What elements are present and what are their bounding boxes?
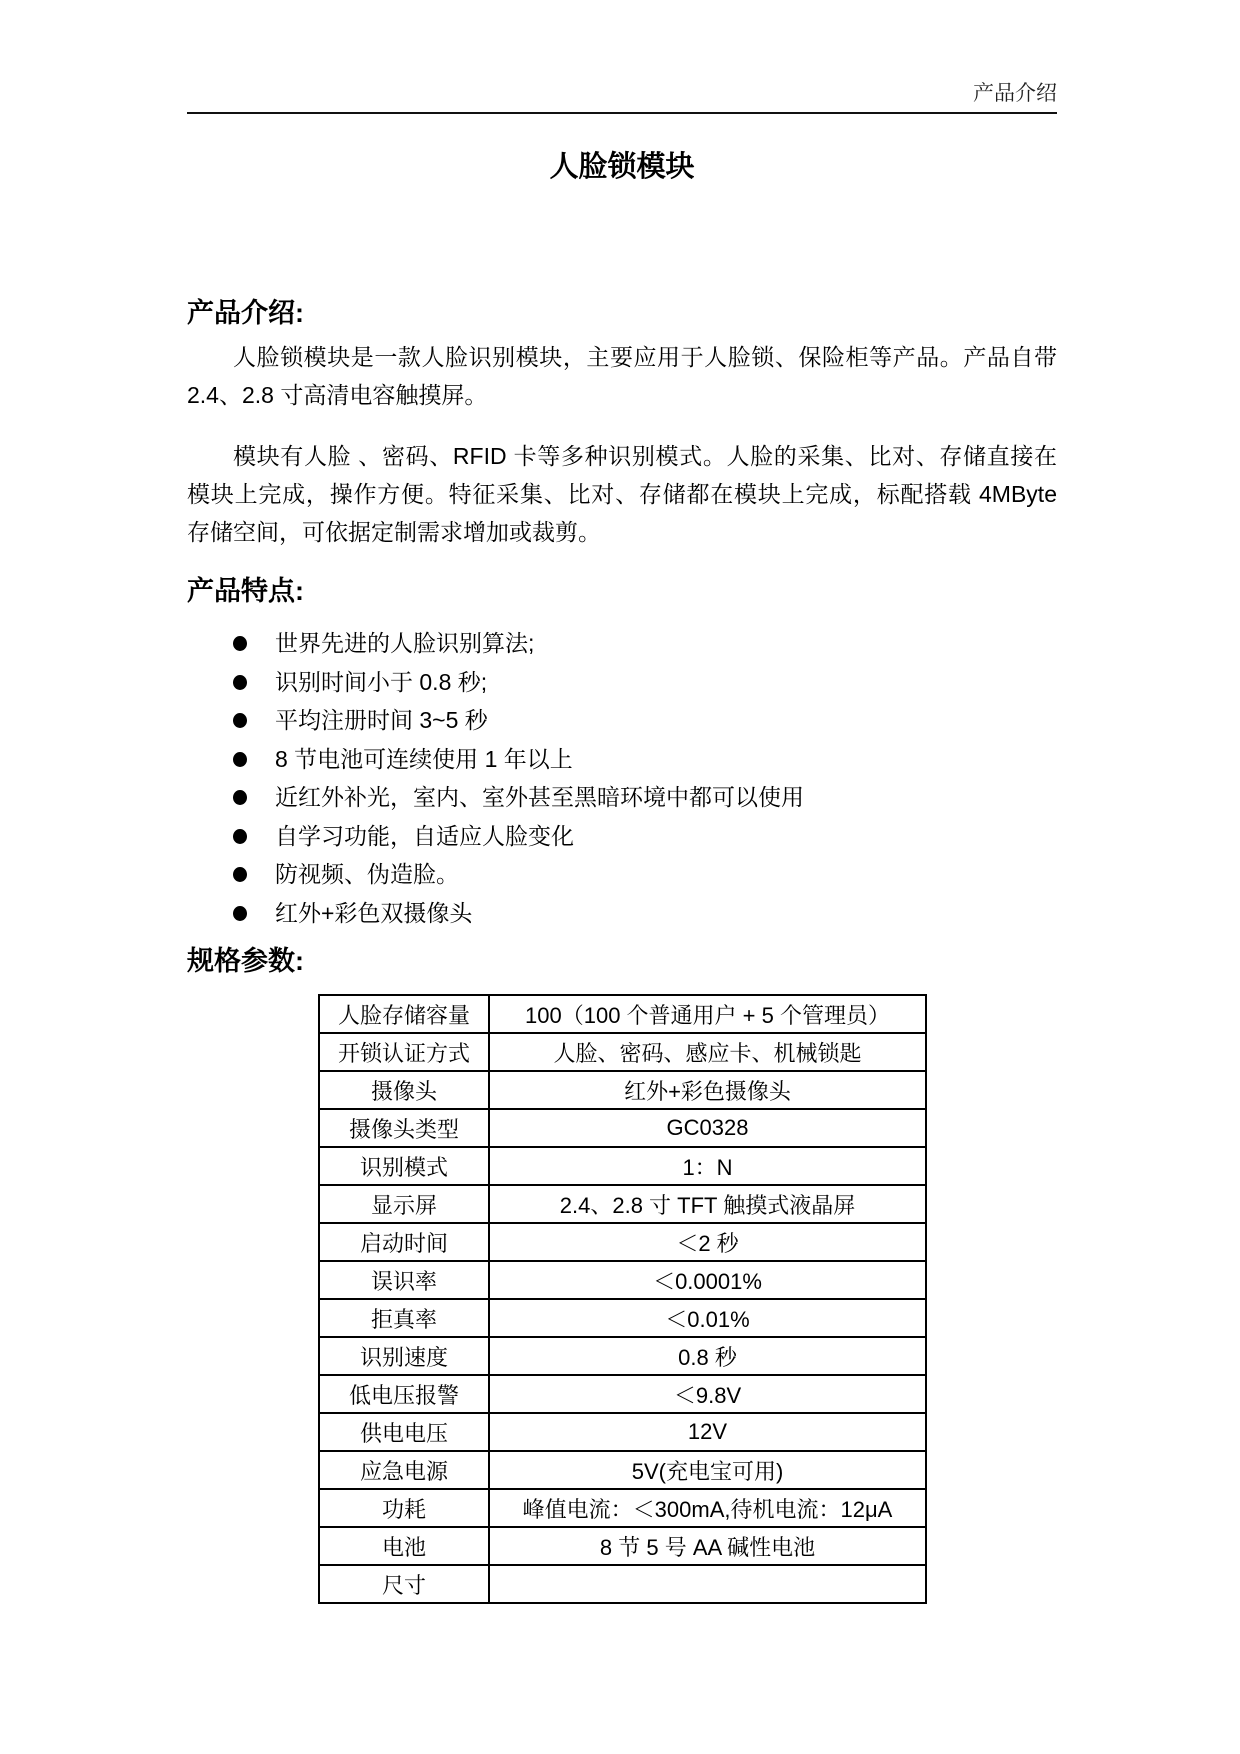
- spec-value-cell: GC0328: [489, 1109, 926, 1147]
- spec-row: [319, 1109, 926, 1147]
- spec-label-cell: 识别模式: [319, 1147, 489, 1185]
- spec-value-cell: 2.4、2.8 寸 TFT 触摸式液晶屏: [489, 1185, 926, 1223]
- spec-row: [319, 1337, 926, 1375]
- feature-list: [187, 624, 1057, 932]
- spec-label-cell: 电池: [319, 1527, 489, 1565]
- spec-label-cell: 低电压报警: [319, 1375, 489, 1413]
- spec-value-cell: ＜2 秒: [489, 1223, 926, 1261]
- intro-paragraph-1: 人脸锁模块是一款人脸识别模块，主要应用于人脸锁、保险柜等产品。产品自带 2.4、2.8 寸高清电容触摸屏。: [187, 344, 1057, 408]
- feature-text: 自学习功能，自适应人脸变化: [275, 822, 574, 849]
- bullet-icon: [233, 752, 247, 767]
- spec-label-cell: 识别速度: [319, 1337, 489, 1375]
- feature-item: [187, 894, 1057, 933]
- spec-label-cell: 功耗: [319, 1489, 489, 1527]
- doc-title: 人脸锁模块: [549, 151, 695, 183]
- spec-label-cell: 摄像头类型: [319, 1109, 489, 1147]
- spec-row: [319, 995, 926, 1033]
- spec-value-cell: 100（100 个普通用户 + 5 个管理员）: [489, 995, 926, 1033]
- spec-row: [319, 1375, 926, 1413]
- feature-item: [187, 740, 1057, 779]
- feature-text: 识别时间小于 0.8 秒;: [275, 668, 488, 695]
- spec-row: [319, 1527, 926, 1565]
- header-divider: [187, 112, 1057, 114]
- spec-value-cell: 12V: [489, 1413, 926, 1451]
- page-content: [0, 80, 1240, 1604]
- feature-item: [187, 663, 1057, 702]
- spec-row: [319, 1299, 926, 1337]
- section-specs-heading: 规格参数:: [187, 946, 304, 976]
- feature-text: 8 节电池可连续使用 1 年以上: [275, 745, 573, 772]
- page-header: [187, 80, 1057, 106]
- feature-text: 防视频、伪造脸。: [275, 861, 459, 887]
- spec-label-cell: 尺寸: [319, 1565, 489, 1603]
- bullet-icon: [233, 906, 247, 921]
- feature-text: 平均注册时间 3~5 秒: [275, 707, 488, 733]
- spec-value-cell: 人脸、密码、感应卡、机械锁匙: [489, 1033, 926, 1071]
- feature-text: 近红外补光，室内、室外甚至黑暗环境中都可以使用: [275, 784, 804, 810]
- intro-paragraph-2: 模块有人脸 、密码、RFID 卡等多种识别模式。人脸的采集、比对、存储直接在模块上完成，操作方便。特征采集、比对、存储都在模块上完成，标配搭载 4MByte 存储空间，可依据定制需求增加或裁剪。: [187, 443, 1057, 545]
- bullet-icon: [233, 675, 247, 690]
- feature-item: [187, 817, 1057, 856]
- spec-row: [319, 1223, 926, 1261]
- feature-item: [187, 624, 1057, 663]
- bullet-icon: [233, 636, 247, 651]
- feature-item: [187, 855, 1057, 894]
- spec-row: [319, 1147, 926, 1185]
- spec-value-cell: 8 节 5 号 AA 碱性电池: [489, 1527, 926, 1565]
- spec-value-cell: 5V(充电宝可用): [489, 1451, 926, 1489]
- spec-row: [319, 1071, 926, 1109]
- spec-value-cell: [489, 1565, 926, 1603]
- spec-label-cell: 开锁认证方式: [319, 1033, 489, 1071]
- spec-row: [319, 1451, 926, 1489]
- bullet-icon: [233, 829, 247, 844]
- spec-label-cell: 应急电源: [319, 1451, 489, 1489]
- spec-value-cell: 峰值电流：＜300mA,待机电流：12μA: [489, 1489, 926, 1527]
- spec-label-cell: 显示屏: [319, 1185, 489, 1223]
- spec-label-cell: 供电电压: [319, 1413, 489, 1451]
- spec-label-cell: 启动时间: [319, 1223, 489, 1261]
- section-intro-heading: 产品介绍:: [187, 298, 304, 328]
- spec-row: [319, 1413, 926, 1451]
- spec-label-cell: 误识率: [319, 1261, 489, 1299]
- bullet-icon: [233, 713, 247, 728]
- spec-value-cell: ＜9.8V: [489, 1375, 926, 1413]
- spec-row: [319, 1033, 926, 1071]
- spec-label-cell: 摄像头: [319, 1071, 489, 1109]
- feature-item: [187, 701, 1057, 740]
- spec-value-cell: 红外+彩色摄像头: [489, 1071, 926, 1109]
- spec-row: [319, 1565, 926, 1603]
- section-features-heading: 产品特点:: [187, 576, 304, 606]
- spec-row: [319, 1261, 926, 1299]
- specs-table: [318, 994, 927, 1604]
- spec-label-cell: 拒真率: [319, 1299, 489, 1337]
- bullet-icon: [233, 790, 247, 805]
- spec-label-cell: 人脸存储容量: [319, 995, 489, 1033]
- feature-text: 红外+彩色双摄像头: [275, 899, 473, 926]
- spec-value-cell: 1：N: [489, 1147, 926, 1185]
- spec-row: [319, 1185, 926, 1223]
- feature-item: [187, 778, 1057, 817]
- spec-row: [319, 1489, 926, 1527]
- spec-value-cell: ＜0.0001%: [489, 1261, 926, 1299]
- spec-value-cell: ＜0.01%: [489, 1299, 926, 1337]
- bullet-icon: [233, 867, 247, 882]
- feature-text: 世界先进的人脸识别算法;: [275, 630, 535, 656]
- spec-value-cell: 0.8 秒: [489, 1337, 926, 1375]
- header-title: 产品介绍: [973, 81, 1057, 105]
